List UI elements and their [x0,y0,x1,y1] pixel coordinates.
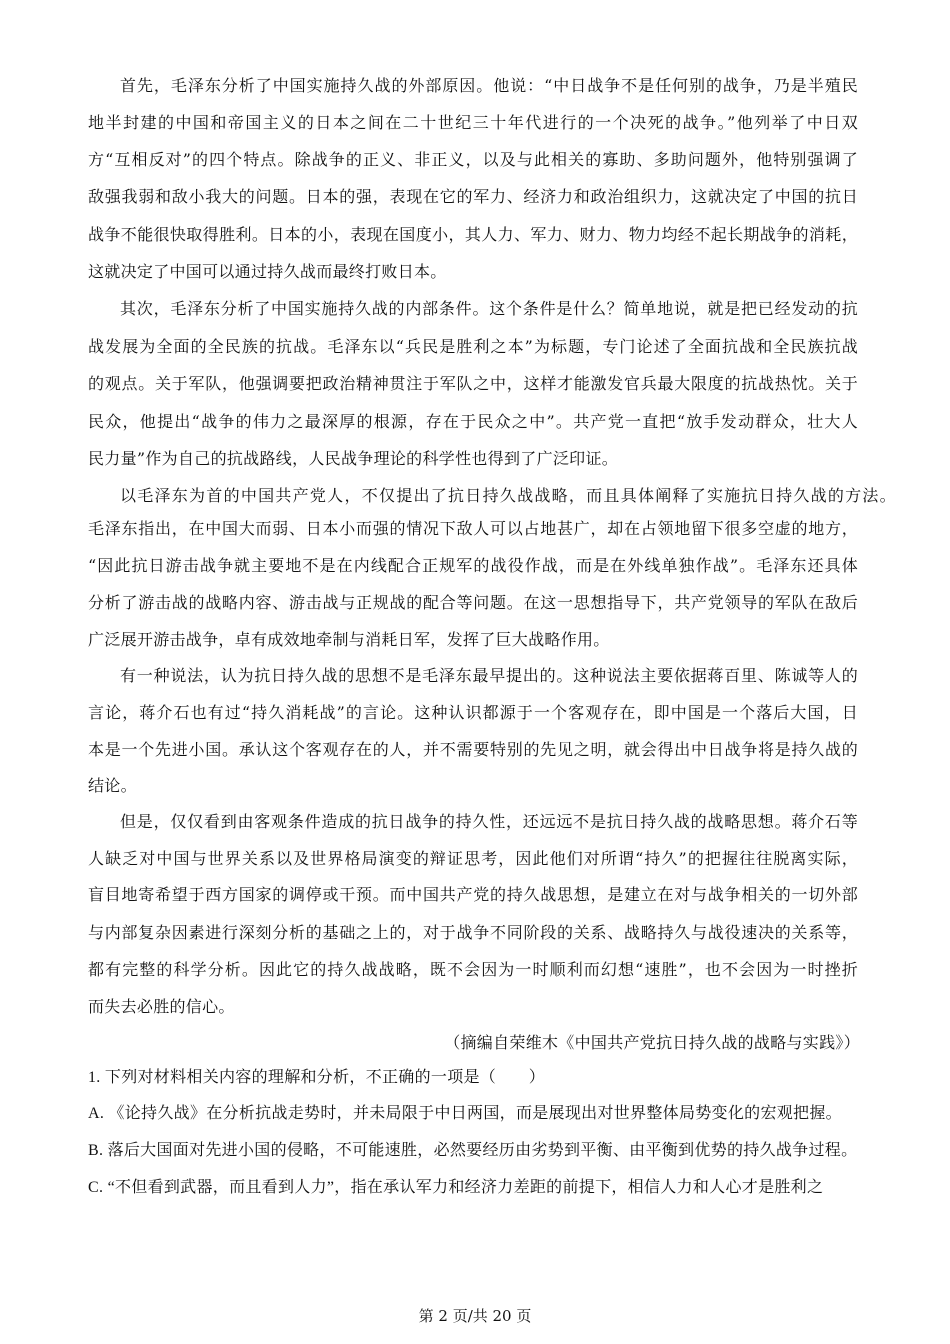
question-stem: 1. 下列对材料相关内容的理解和分析，不正确的一项是（ ） [88,1069,546,1086]
text-line: 民力量”作为自己的抗战路线，人民战争理论的科学性也得到了广泛印证。 [88,449,619,468]
text-line: 方“互相反对”的四个特点。除战争的正义、非正义，以及与此相关的寡助、多助问题外，他特别强调了 [88,150,858,169]
text-line: 分析了游击战的战略内容、游击战与正规战的配合等问题。在这一思想指导下，共产党领导的军队在敌后 [88,593,858,612]
option-a: A. 《论持久战》在分析抗战走势时，并未局限于中日两国，而是展现出对世界整体局势变化的宏观把握。 [88,1105,842,1122]
text-line: 敌强我弱和敌小我大的问题。日本的强，表现在它的军力、经济力和政治组织力，这就决定了中国的抗日 [88,187,858,206]
text-line: “因此抗日游击战争就主要地不是在内线配合正规军的战役作战，而是在外线单独作战”。毛泽东还具体 [88,556,858,575]
text-line: 而失去必胜的信心。 [88,997,235,1016]
text-line: 广泛展开游击战争，卓有成效地牵制与消耗日军，发挥了巨大战略作用。 [88,630,610,649]
text-line: 与内部复杂因素进行深刻分析的基础之上的，对于战争不同阶段的关系、战略持久与战役速决的关系等， [88,923,858,942]
text-line: 结论。 [88,776,137,795]
text-line: 言论，蒋介石也有过“持久消耗战”的言论。这种认识都源于一个客观存在，即中国是一个落后大国，日 [88,703,858,722]
source-citation: （摘编自荣维木《中国共产党抗日持久战的战略与实践》） [444,1033,860,1052]
page-footer: 第 2 页/共 20 页 [418,1307,532,1325]
text-line: 的观点。关于军队，他强调要把政治精神贯注于军队之中，这样才能激发官兵最大限度的抗战热忱。关于 [88,374,858,393]
text-line: 首先，毛泽东分析了中国实施持久战的外部原因。他说：“中日战争不是任何别的战争，乃是半殖民 [120,76,858,95]
text-line: 战争不能很快取得胜利。日本的小，表现在国度小，其人力、军力、财力、物力均经不起长期战争的消耗， [88,225,858,244]
text-line: 战发展为全面的全民族的抗战。毛泽东以“兵民是胜利之本”为标题，专门论述了全面抗战和全民族抗战 [88,337,858,356]
option-b: B. 落后大国面对先进小国的侵略，不可能速胜，必然要经历由劣势到平衡、由平衡到优势的持久战争过程。 [88,1142,858,1159]
option-c: C. “不但看到武器，而且看到人力”，指在承认军力和经济力差距的前提下，相信人力和人心才是胜利之 [88,1179,824,1196]
text-line: 地半封建的中国和帝国主义的日本之间在二十世纪三十年代进行的一个决死的战争。”他列举了中日双 [88,113,858,132]
text-line: 盲目地寄希望于西方国家的调停或干预。而中国共产党的持久战思想，是建立在对与战争相关的一切外部 [88,885,858,904]
text-line: 其次，毛泽东分析了中国实施持久战的内部条件。这个条件是什么？简单地说，就是把已经发动的抗 [120,299,858,318]
text-line: 本是一个先进小国。承认这个客观存在的人，并不需要特别的先见之明，就会得出中日战争将是持久战的 [88,740,858,759]
text-line: 以毛泽东为首的中国共产党人，不仅提出了抗日持久战战略，而且具体阐释了实施抗日持久战的方法。 [120,486,896,505]
text-line: 有一种说法，认为抗日持久战的思想不是毛泽东最早提出的。这种说法主要依据蒋百里、陈诚等人的 [120,666,858,685]
text-line: 但是，仅仅看到由客观条件造成的抗日战争的持久性，还远远不是抗日持久战的战略思想。蒋介石等 [120,812,858,831]
text-line: 民众，他提出“战争的伟力之最深厚的根源，存在于民众之中”。共产党一直把“放手发动群众，壮大人 [88,412,858,431]
text-line: 这就决定了中国可以通过持久战而最终打败日本。 [88,262,447,281]
text-line: 毛泽东指出，在中国大而弱、日本小而强的情况下敌人可以占地甚广，却在占领地留下很多空虚的地方， [88,519,858,538]
text-line: 都有完整的科学分析。因此它的持久战战略，既不会因为一时顺利而幻想“速胜”，也不会因为一时挫折 [88,960,858,979]
text-line: 人缺乏对中国与世界关系以及世界格局演变的辩证思考，因此他们对所谓“持久”的把握往往脱离实际， [88,849,858,868]
